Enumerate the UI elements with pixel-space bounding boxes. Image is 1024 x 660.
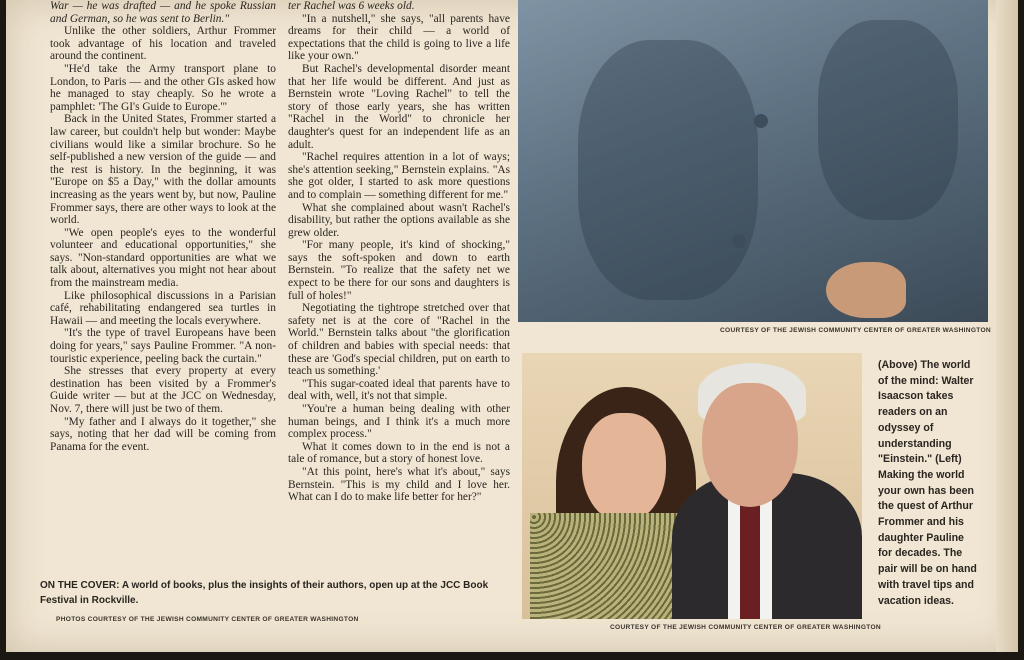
paragraph: "At this point, here's what it's about," says Bernstein. "This is my child and I love her. What can I do to make life better for her?" [288,465,510,504]
man-tie [740,503,760,619]
cover-photo-credit: PHOTOS COURTESY OF THE JEWISH COMMUNITY CENTER OF GREATER WASHINGTON [56,616,359,623]
newspaper-page [6,0,1018,652]
photo-caption: (Above) The world of the mind: Walter Isaacson takes readers on an odyssey of understanding "Einstein." (Left) Making the world your own has been the quest of Arthur Frommer and his daughter Pauline for decades. The pair will be on hand with travel tips and vacation ideas. [878,359,977,607]
paragraph: "We open people's eyes to the wonderful volunteer and educational opportunities," she says. "Non-standard opportunities are what we talk about, alternatives you might not hear about from the mainstream media. [50,226,276,290]
paragraph: "It's the type of travel Europeans have been doing for years," says Pauline Frommer. "A non-touristic experience, peeling back the curtain." [50,327,276,365]
paragraph: What she complained about wasn't Rachel's disability, but rather the options available as she grew older. [288,201,510,239]
article-column-1 [50,0,276,453]
paragraph: She stresses that every property at every destination has been visited by a Frommer's Guide writer — but at the JCC on Wednesday, Nov. 7, there will just be two of them. [50,365,276,415]
paragraph: ter Rachel was 6 weeks old. [288,0,415,12]
cover-note-text: ON THE COVER: A world of books, plus the insights of their authors, open up at the JCC Book Festival in Rockville. [40,580,489,606]
paragraph: What it comes down to in the end is not a tale of romance, but a story of honest love. [288,440,510,466]
paragraph: War — he was drafted — and he spoke Russian and German, so he was sent to Berlin." [50,0,276,25]
paragraph: "In a nutshell," she says, "all parents have dreams for their child — a world of expectations that the child is going to live a life like your own." [288,12,510,63]
photo-shirt-closeup [518,0,988,322]
shirt-button [732,234,746,248]
hand [826,262,906,318]
paragraph: "For many people, it's kind of shocking," says the soft-spoken and down to earth Bernstein. "To realize that the safety net we expect to be there for our sons and daughters is full of holes!" [288,239,510,302]
paragraph: But Rachel's developmental disorder meant that her life would be different. And just as Bernstein wrote "Loving Rachel" to tell the story of those early years, she has written "Rachel in the World" to chronicle her daughter's quest for an independent life as an adult. [288,62,510,151]
shirt-fold [818,20,958,220]
woman-face [582,413,666,523]
article-column-2 [288,0,510,504]
man-face [702,383,798,507]
shirt-fold [578,40,758,300]
photo-credit-bottom: COURTESY OF THE JEWISH COMMUNITY CENTER OF GREATER WASHINGTON [610,624,881,631]
woman-dress [530,513,680,619]
paragraph: Unlike the other soldiers, Arthur Frommer took advantage of his location and traveled around the continent. [50,25,276,63]
paragraph: "Rachel requires attention in a lot of ways; she's attention seeking," Bernstein explains. "As she got older, I started to ask more questions and to complain — something different for me." [288,151,510,201]
paragraph: Negotiating the tightrope stretched over that safety net is at the core of "Rachel in the World." Bernstein talks about "the glorification of children and babies with special needs: that these are 'God's special children, put on earth to teach us something.' [288,302,510,378]
shirt-button [754,114,768,128]
paragraph: "My father and I always do it together," she says, noting that her dad will be coming from Panama for the event. [50,415,276,453]
photo-credit-top: COURTESY OF THE JEWISH COMMUNITY CENTER OF GREATER WASHINGTON [720,327,991,334]
paragraph: "He'd take the Army transport plane to London, to Paris — and the other GIs asked how he managed to stay cheaply. So he wrote a pamphlet: 'The GI's Guide to Europe.'" [50,62,276,113]
photo-frommers [522,353,862,619]
cover-note [40,578,510,608]
paragraph: Like philosophical discussions in a Parisian café, rehabilitating endangered sea turtles in Hawaii — and meeting the locals everywhere. [50,289,276,327]
paragraph: "This sugar-coated ideal that parents have to deal with, well, it's not that simple. [288,377,510,403]
page-fold [996,0,1018,652]
paragraph: Back in the United States, Frommer started a law career, but couldn't help but wonder: Maybe civilians would like a similar brochure. So he self-published a new version of the guide — and the rest is history. In the beginning, it was "Europe on $5 a Day," with the dollar amounts increasing as the years went by, but now, Pauline Frommer says, there are other ways to look at the world. [50,113,276,227]
paragraph: "You're a human being dealing with other human beings, and I think it's a much more complex process." [288,403,510,441]
